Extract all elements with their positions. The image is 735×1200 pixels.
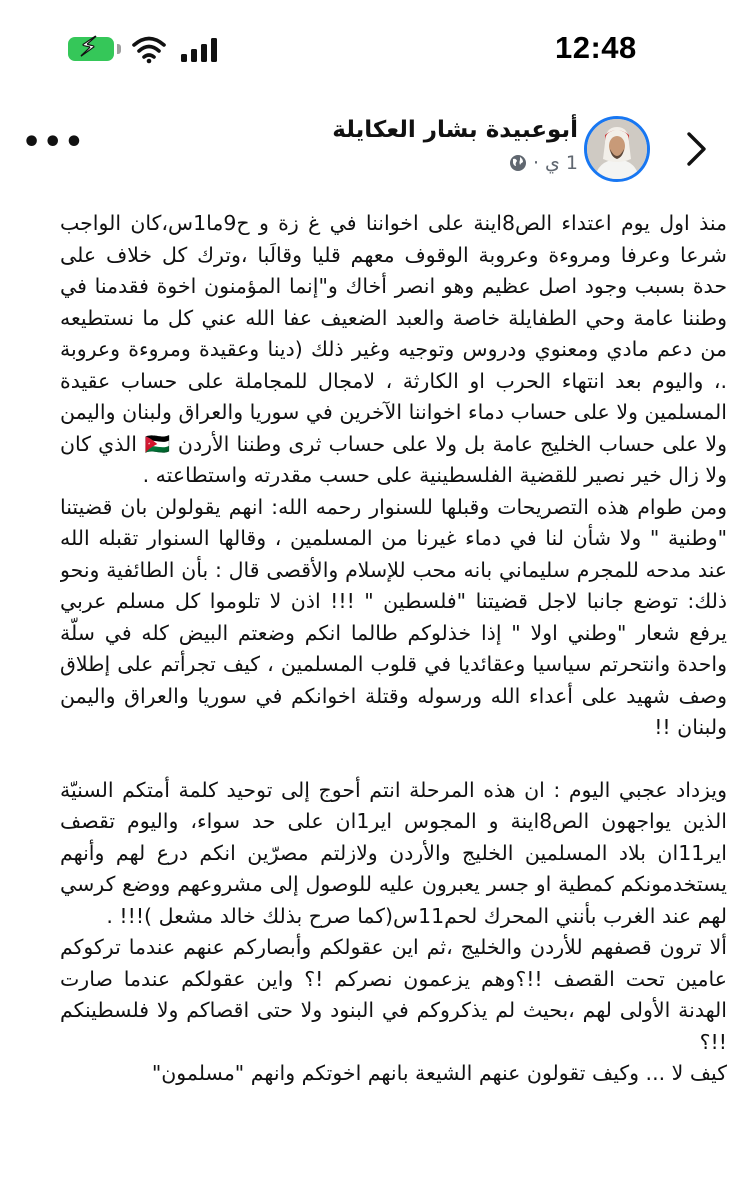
wifi-icon [132, 34, 166, 64]
author-avatar[interactable] [584, 116, 650, 182]
status-bar [0, 0, 735, 100]
status-time: 12:48 [555, 30, 637, 65]
post-paragraph-4: ألا ترون قصفهم للأردن والخليج ،ثم اين عقولكم وأبصاركم عنهم عندما تركوكم عامين تحت القصف !!؟وهم يزعمون نصركم !؟ واين عقولكم عندما صارت الهدنة الأولى لهم ،بحيث لم يذكروكم في البنود ولا حتى اقصاكم ولا فلسطينكم !!؟ [60, 935, 727, 1054]
post-meta [509, 152, 578, 174]
post-paragraph-3: ويزداد عجبي اليوم : ان هذه المرحلة انتم أحوج إلى توحيد كلمة أمتكم السنيّة الذين يواجهون الص8اينة و المجوس اير1ان على حد سواء، واليوم تقصف اير11ان بلاد المسلمين الخليج والأردن ولازلتم مصرّين انكم درع لهم وأنهم يستخدمونكم كمطية او جسر يعبرون عليه للوصول إلى مشروعهم ووضع كرسي لهم عند الغرب بأنني المحرك لحم11س(كما صرح بذلك خالد مشعل )!!! . [60, 777, 727, 928]
charging-bolt-icon: ⚡ [79, 32, 98, 63]
post-paragraph-1: منذ اول يوم اعتداء الص8اينة على اخواننا في غ زة و ح9ما1س،كان الواجب شرعا وعرفا ومروءة وعروبة الوقوف معهم قليا وقالَبا ،وترك كل خلاف على حدة بسبب وجود اصل عظيم وهو انصر أخاك و"إنما المؤمنون اخوة فقدمنا في وطننا عامة وحي الطفايلة خاصة والعبد الضعيف عفا الله عني كل ما نستطيعه من دعم مادي ومعنوي ودروس وتوجيه وغير ذلك (دينا وعقيدة ومروءة وعروبة .، واليوم بعد انتهاء الحرب او الكارثة ، لامجال للمجاملة على حساب عقيدة المسلمين ولا على حساب دماء اخواننا الآخرين في سوريا والعراق ولبنان واليمن ولا على حساب الخليج عامة بل ولا على حساب ثرى وطننا الأردن 🇯🇴 الذي كان ولا زال خير نصير للقضية الفلسطينية على حسب مقدرته واستطاعته . [60, 211, 727, 487]
more-horizontal-icon[interactable]: ••• [22, 125, 86, 160]
battery-tip [117, 44, 121, 54]
cellular-signal-icon [181, 38, 217, 62]
post-paragraph-2: ومن طوام هذه التصريحات وقبلها للسنوار رحمه الله: انهم يقولولن بان قضيتنا "وطنية " ولا شأن لنا في دماء غيرنا من المسلمين ، وقالها السنوار تقبله الله عند مدحه للمجرم سليماني بانه محب للإسلام والأقصى قال : بأن الطائفية ونحو ذلك: توضع جانبا لاجل قضيتنا "فلسطين " !!! اذن لا تلوموا كل مسلم عربي يرفع شعار "وطني اولا " إذا خذلوكم طالما انكم وضعتم البيض كله في سلّة واحدة وانتحرتم سياسيا وعقائديا في قلوب المسلمين ، كيف تجرأتم على إطلاق وصف شهيد على أعداء الله ورسوله وقتلة اخوانكم في سوريا والعراق واليمن ولبنان !! [60, 494, 727, 739]
chevron-icon[interactable] [683, 130, 709, 168]
post-body [60, 208, 727, 1198]
author-name[interactable]: أبوعبيدة بشار العكايلة [332, 117, 578, 143]
avatar-image [587, 119, 647, 179]
post-timestamp[interactable]: 1 ي [544, 152, 578, 174]
globe-icon [509, 154, 527, 172]
post-paragraph-5: كيف لا ... وكيف تقولون عنهم الشيعة بانهم اخوتكم وانهم "مسلمون" [151, 1061, 727, 1085]
paragraph-gap [60, 744, 727, 775]
meta-separator: · [532, 152, 539, 174]
